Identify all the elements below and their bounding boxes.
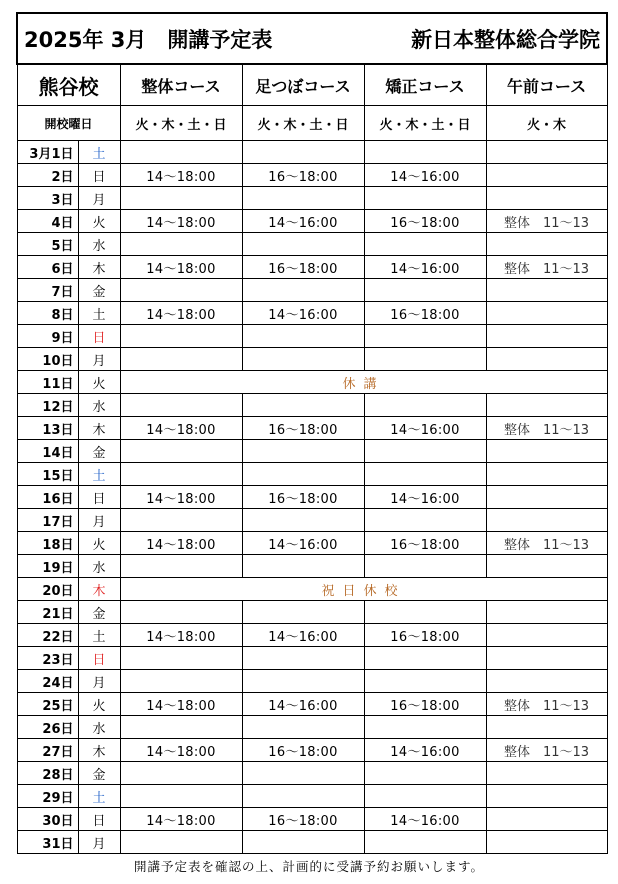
seitai-slot: 14～18:00: [120, 256, 242, 279]
kyosei-slot: 14～16:00: [364, 808, 486, 831]
ashitsubo-slot: [242, 831, 364, 854]
date-cell: 31日: [17, 831, 78, 854]
date-cell: 21日: [17, 601, 78, 624]
kyosei-slot: 14～16:00: [364, 739, 486, 762]
campus-name: 熊谷校: [17, 64, 120, 106]
date-cell: 30日: [17, 808, 78, 831]
table-row: [17, 624, 607, 647]
kyosei-slot: [364, 187, 486, 210]
date-cell: 2日: [17, 164, 78, 187]
kyosei-slot: [364, 463, 486, 486]
date-cell: 27日: [17, 739, 78, 762]
date-cell: 17日: [17, 509, 78, 532]
gozen-slot: [486, 187, 607, 210]
table-row: [17, 371, 607, 394]
gozen-slot: [486, 279, 607, 302]
kyosei-slot: [364, 348, 486, 371]
gozen-slot: 整体 11～13: [486, 417, 607, 440]
gozen-slot: [486, 808, 607, 831]
weekday-cell: 月: [78, 670, 120, 693]
date-cell: 20日: [17, 578, 78, 601]
date-cell: 14日: [17, 440, 78, 463]
kyosei-slot: [364, 394, 486, 417]
table-row: [17, 509, 607, 532]
table-row: [17, 141, 607, 164]
seitai-slot: [120, 647, 242, 670]
weekday-cell: 木: [78, 739, 120, 762]
open-days-label: 開校曜日: [17, 106, 120, 141]
ashitsubo-slot: 14～16:00: [242, 302, 364, 325]
gozen-slot: [486, 555, 607, 578]
seitai-slot: 14～18:00: [120, 532, 242, 555]
gozen-slot: [486, 348, 607, 371]
table-row: [17, 325, 607, 348]
seitai-slot: [120, 463, 242, 486]
seitai-slot: 14～18:00: [120, 417, 242, 440]
seitai-slot: [120, 509, 242, 532]
weekday-cell: 金: [78, 440, 120, 463]
table-row: [17, 279, 607, 302]
weekday-cell: 金: [78, 762, 120, 785]
seitai-slot: 14～18:00: [120, 164, 242, 187]
ashitsubo-slot: 14～16:00: [242, 210, 364, 233]
gozen-slot: [486, 762, 607, 785]
table-row: [17, 716, 607, 739]
ashitsubo-slot: [242, 463, 364, 486]
gozen-slot: 整体 11～13: [486, 210, 607, 233]
seitai-slot: [120, 716, 242, 739]
gozen-slot: 整体 11～13: [486, 693, 607, 716]
kyosei-slot: [364, 279, 486, 302]
table-row: [17, 555, 607, 578]
gozen-slot: [486, 394, 607, 417]
seitai-slot: [120, 785, 242, 808]
weekday-cell: 木: [78, 256, 120, 279]
ashitsubo-slot: [242, 187, 364, 210]
table-row: [17, 693, 607, 716]
table-row: [17, 532, 607, 555]
date-cell: 25日: [17, 693, 78, 716]
kyosei-slot: [364, 831, 486, 854]
ashitsubo-slot: 16～18:00: [242, 164, 364, 187]
table-row: [17, 808, 607, 831]
gozen-slot: [486, 716, 607, 739]
seitai-slot: [120, 187, 242, 210]
seitai-slot: 14～18:00: [120, 302, 242, 325]
table-row: [17, 187, 607, 210]
table-row: [17, 210, 607, 233]
weekday-cell: 日: [78, 808, 120, 831]
date-cell: 3月1日: [17, 141, 78, 164]
table-row: [17, 256, 607, 279]
kyosei-slot: [364, 141, 486, 164]
notice-cell: 休講: [120, 371, 607, 394]
gozen-slot: [486, 486, 607, 509]
weekday-cell: 土: [78, 302, 120, 325]
page-title: 2025年 3月 開講予定表: [24, 27, 273, 52]
ashitsubo-slot: 14～16:00: [242, 624, 364, 647]
open-days-ashitsubo: 火・木・土・日: [242, 106, 364, 141]
seitai-slot: [120, 670, 242, 693]
kyosei-slot: [364, 555, 486, 578]
kyosei-slot: [364, 440, 486, 463]
ashitsubo-slot: [242, 785, 364, 808]
seitai-slot: [120, 831, 242, 854]
ashitsubo-slot: 14～16:00: [242, 532, 364, 555]
date-cell: 3日: [17, 187, 78, 210]
weekday-cell: 火: [78, 371, 120, 394]
ashitsubo-slot: 16～18:00: [242, 486, 364, 509]
weekday-cell: 日: [78, 647, 120, 670]
seitai-slot: 14～18:00: [120, 624, 242, 647]
gozen-slot: [486, 302, 607, 325]
gozen-slot: [486, 670, 607, 693]
date-cell: 13日: [17, 417, 78, 440]
course-header-row: [17, 64, 607, 106]
date-cell: 22日: [17, 624, 78, 647]
gozen-slot: [486, 233, 607, 256]
ashitsubo-slot: 14～16:00: [242, 693, 364, 716]
date-cell: 12日: [17, 394, 78, 417]
kyosei-slot: 14～16:00: [364, 256, 486, 279]
date-cell: 19日: [17, 555, 78, 578]
gozen-slot: [486, 440, 607, 463]
weekday-cell: 土: [78, 624, 120, 647]
kyosei-slot: [364, 670, 486, 693]
gozen-slot: [486, 164, 607, 187]
table-row: [17, 233, 607, 256]
kyosei-slot: 16～18:00: [364, 693, 486, 716]
date-cell: 9日: [17, 325, 78, 348]
weekday-cell: 月: [78, 831, 120, 854]
ashitsubo-slot: [242, 716, 364, 739]
date-cell: 16日: [17, 486, 78, 509]
table-row: [17, 164, 607, 187]
kyosei-slot: [364, 325, 486, 348]
ashitsubo-slot: [242, 279, 364, 302]
school-name: 新日本整体総合学院: [411, 27, 601, 52]
seitai-slot: 14～18:00: [120, 210, 242, 233]
title-cell: [17, 13, 607, 64]
ashitsubo-slot: [242, 762, 364, 785]
weekday-cell: 土: [78, 141, 120, 164]
open-days-row: [17, 106, 607, 141]
weekday-cell: 木: [78, 417, 120, 440]
date-cell: 29日: [17, 785, 78, 808]
date-cell: 28日: [17, 762, 78, 785]
ashitsubo-slot: [242, 509, 364, 532]
table-row: [17, 739, 607, 762]
seitai-slot: [120, 601, 242, 624]
weekday-cell: 水: [78, 394, 120, 417]
weekday-cell: 土: [78, 463, 120, 486]
weekday-cell: 日: [78, 164, 120, 187]
kyosei-slot: [364, 601, 486, 624]
ashitsubo-slot: 16～18:00: [242, 417, 364, 440]
seitai-slot: [120, 233, 242, 256]
seitai-slot: 14～18:00: [120, 739, 242, 762]
weekday-cell: 水: [78, 555, 120, 578]
weekday-cell: 火: [78, 693, 120, 716]
table-row: [17, 785, 607, 808]
open-days-kyosei: 火・木・土・日: [364, 106, 486, 141]
gozen-slot: [486, 325, 607, 348]
weekday-cell: 金: [78, 279, 120, 302]
date-cell: 23日: [17, 647, 78, 670]
gozen-slot: 整体 11～13: [486, 532, 607, 555]
date-cell: 5日: [17, 233, 78, 256]
date-cell: 8日: [17, 302, 78, 325]
date-cell: 4日: [17, 210, 78, 233]
gozen-slot: [486, 785, 607, 808]
ashitsubo-slot: [242, 394, 364, 417]
seitai-slot: 14～18:00: [120, 693, 242, 716]
ashitsubo-slot: [242, 670, 364, 693]
table-row: [17, 647, 607, 670]
course-header-seitai: 整体コース: [120, 64, 242, 106]
date-cell: 15日: [17, 463, 78, 486]
seitai-slot: [120, 279, 242, 302]
footer-note: 開講予定表を確認の上、計画的に受講予約お願いします。: [133, 859, 484, 874]
ashitsubo-slot: [242, 601, 364, 624]
table-row: [17, 302, 607, 325]
seitai-slot: [120, 555, 242, 578]
table-row: [17, 601, 607, 624]
table-row: [17, 486, 607, 509]
kyosei-slot: 14～16:00: [364, 417, 486, 440]
seitai-slot: [120, 325, 242, 348]
ashitsubo-slot: 16～18:00: [242, 739, 364, 762]
seitai-slot: [120, 141, 242, 164]
table-row: [17, 670, 607, 693]
seitai-slot: [120, 394, 242, 417]
course-header-gozen: 午前コース: [486, 64, 607, 106]
weekday-cell: 火: [78, 532, 120, 555]
seitai-slot: [120, 762, 242, 785]
course-header-ashitsubo: 足つぼコース: [242, 64, 364, 106]
date-cell: 26日: [17, 716, 78, 739]
weekday-cell: 木: [78, 578, 120, 601]
date-cell: 11日: [17, 371, 78, 394]
weekday-cell: 土: [78, 785, 120, 808]
gozen-slot: [486, 647, 607, 670]
kyosei-slot: [364, 647, 486, 670]
ashitsubo-slot: [242, 647, 364, 670]
date-cell: 24日: [17, 670, 78, 693]
ashitsubo-slot: [242, 233, 364, 256]
gozen-slot: 整体 11～13: [486, 256, 607, 279]
kyosei-slot: [364, 233, 486, 256]
gozen-slot: 整体 11～13: [486, 739, 607, 762]
kyosei-slot: 14～16:00: [364, 164, 486, 187]
gozen-slot: [486, 831, 607, 854]
seitai-slot: 14～18:00: [120, 486, 242, 509]
table-row: [17, 762, 607, 785]
open-days-seitai: 火・木・土・日: [120, 106, 242, 141]
ashitsubo-slot: [242, 440, 364, 463]
kyosei-slot: [364, 716, 486, 739]
table-row: [17, 417, 607, 440]
gozen-slot: [486, 463, 607, 486]
ashitsubo-slot: [242, 348, 364, 371]
table-row: [17, 440, 607, 463]
seitai-slot: [120, 440, 242, 463]
weekday-cell: 月: [78, 509, 120, 532]
weekday-cell: 日: [78, 325, 120, 348]
ashitsubo-slot: [242, 325, 364, 348]
weekday-cell: 月: [78, 348, 120, 371]
date-cell: 18日: [17, 532, 78, 555]
kyosei-slot: [364, 509, 486, 532]
course-header-kyosei: 矯正コース: [364, 64, 486, 106]
kyosei-slot: 16～18:00: [364, 302, 486, 325]
ashitsubo-slot: 16～18:00: [242, 256, 364, 279]
gozen-slot: [486, 509, 607, 532]
kyosei-slot: 16～18:00: [364, 210, 486, 233]
date-cell: 6日: [17, 256, 78, 279]
kyosei-slot: 16～18:00: [364, 624, 486, 647]
weekday-cell: 水: [78, 233, 120, 256]
title-row: [17, 13, 607, 64]
kyosei-slot: 14～16:00: [364, 486, 486, 509]
ashitsubo-slot: 16～18:00: [242, 808, 364, 831]
table-row: [17, 463, 607, 486]
table-row: [17, 348, 607, 371]
notice-cell: 祝日休校: [120, 578, 607, 601]
table-row: [17, 578, 607, 601]
ashitsubo-slot: [242, 555, 364, 578]
table-row: [17, 831, 607, 854]
weekday-cell: 日: [78, 486, 120, 509]
weekday-cell: 月: [78, 187, 120, 210]
schedule-sheet: [16, 12, 606, 854]
schedule-table: [16, 12, 608, 854]
gozen-slot: [486, 624, 607, 647]
seitai-slot: [120, 348, 242, 371]
table-row: [17, 394, 607, 417]
weekday-cell: 水: [78, 716, 120, 739]
seitai-slot: 14～18:00: [120, 808, 242, 831]
ashitsubo-slot: [242, 141, 364, 164]
kyosei-slot: 16～18:00: [364, 532, 486, 555]
gozen-slot: [486, 141, 607, 164]
date-cell: 10日: [17, 348, 78, 371]
date-cell: 7日: [17, 279, 78, 302]
open-days-gozen: 火・木: [486, 106, 607, 141]
kyosei-slot: [364, 762, 486, 785]
kyosei-slot: [364, 785, 486, 808]
gozen-slot: [486, 601, 607, 624]
weekday-cell: 金: [78, 601, 120, 624]
weekday-cell: 火: [78, 210, 120, 233]
